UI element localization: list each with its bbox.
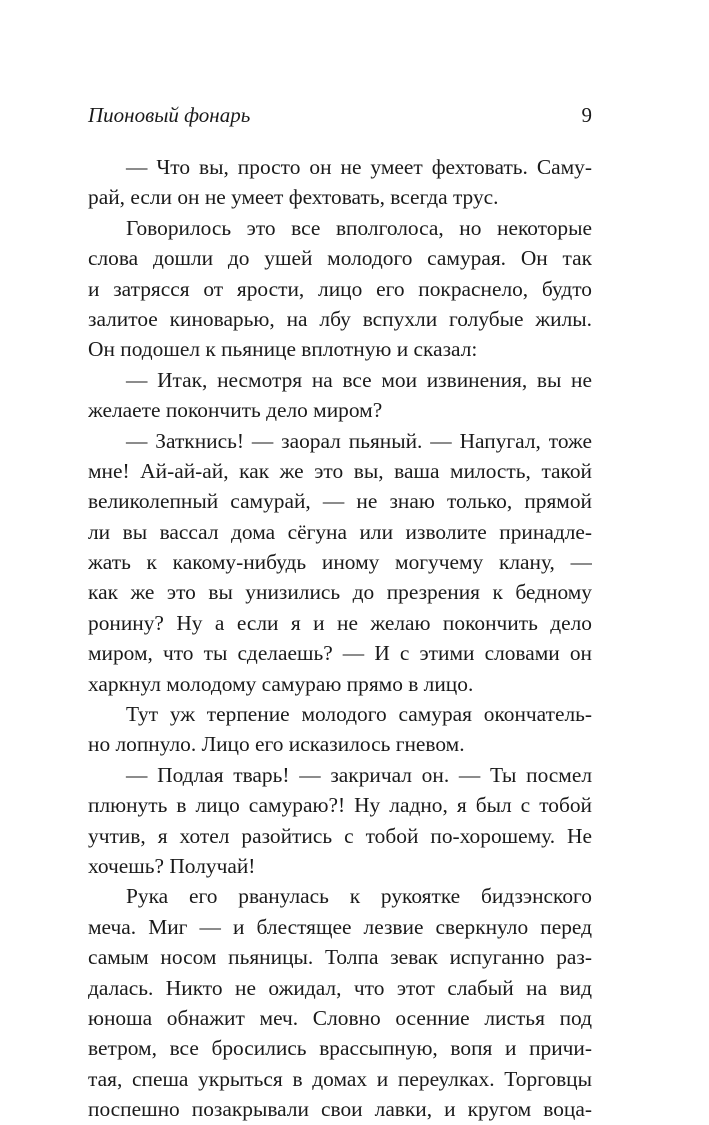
text-line: тая, спеша укрыться в домах и переулках. Торговцы bbox=[88, 1066, 592, 1091]
text-line: далась. Никто не ожидал, что этот слабый на вид bbox=[88, 975, 592, 1000]
body-text bbox=[88, 152, 592, 1125]
text-line: желаете покончить дело миром? bbox=[88, 398, 383, 423]
running-head bbox=[88, 100, 592, 130]
text-line: как же это вы унизились до презрения к бедному bbox=[88, 580, 592, 605]
page-number: 9 bbox=[581, 103, 592, 127]
text-line: меча. Миг — и блестящее лезвие сверкнуло перед bbox=[88, 914, 592, 939]
text-line: но лопнуло. Лицо его исказилось гневом. bbox=[88, 732, 465, 757]
text-line: мне! Ай-ай-ай, как же это вы, ваша милость, такой bbox=[88, 458, 592, 483]
text-line: — Что вы, просто он не умеет фехтовать. Саму- bbox=[126, 155, 592, 179]
text-line: харкнул молодому самураю прямо в лицо. bbox=[88, 671, 474, 696]
text-line: рай, если он не умеет фехтовать, всегда трус. bbox=[88, 185, 499, 210]
text-line: и затрясся от ярости, лицо его покраснело, будто bbox=[88, 276, 592, 301]
text-line: плюнуть в лицо самураю?! Ну ладно, я был с тобой bbox=[88, 793, 592, 818]
text-line: великолепный самурай, — не знаю только, прямой bbox=[88, 489, 592, 514]
text-line: слова дошли до ушей молодого самурая. Он так bbox=[88, 246, 592, 271]
text-line: — Подлая тварь! — закричал он. — Ты посмел bbox=[126, 762, 592, 787]
text-line: — Заткнись! — заорал пьяный. — Напугал, тоже bbox=[126, 428, 592, 453]
text-line: учтив, я хотел разойтись с тобой по-хорошему. Не bbox=[88, 823, 592, 848]
text-line: юноша обнажит меч. Словно осенние листья под bbox=[88, 1005, 592, 1030]
text-line: поспешно позакрывали свои лавки, и кругом воца- bbox=[88, 1097, 592, 1122]
text-line: самым носом пьяницы. Толпа зевак испуганно раз- bbox=[88, 945, 592, 970]
text-line: ли вы вассал дома сёгуна или изволите принадле- bbox=[88, 519, 592, 544]
text-line: залитое киноварью, на лбу вспухли голубые жилы. bbox=[88, 306, 592, 331]
text-line: Тут уж терпение молодого самурая окончатель- bbox=[126, 702, 592, 727]
text-line: Он подошел к пьянице вплотную и сказал: bbox=[88, 337, 478, 362]
running-title: Пионовый фонарь bbox=[88, 103, 251, 127]
text-line: миром, что ты сделаешь? — И с этими словами он bbox=[88, 641, 592, 666]
text-line: ветром, все бросились врассыпную, вопя и причи- bbox=[88, 1036, 592, 1061]
text-line: хочешь? Получай! bbox=[88, 853, 256, 878]
text-line: жать к какому-нибудь иному могучему клану, — bbox=[88, 550, 592, 575]
text-line: Рука его рванулась к рукоятке бидзэнского bbox=[126, 884, 592, 909]
text-line: ронину? Ну а если я и не желаю покончить дело bbox=[88, 610, 592, 635]
text-line: — Итак, несмотря на все мои извинения, вы не bbox=[126, 367, 592, 392]
text-line: Говорилось это все вполголоса, но некоторые bbox=[126, 215, 592, 240]
